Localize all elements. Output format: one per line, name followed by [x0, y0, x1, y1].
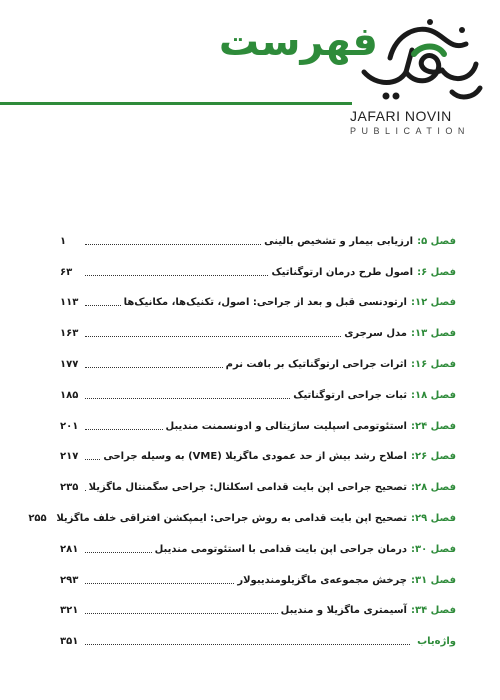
table-of-contents	[28, 226, 456, 657]
toc-entry[interactable]	[60, 257, 456, 288]
toc-entry[interactable]	[60, 565, 456, 596]
toc-entry-title: درمان جراحی اپن بایت قدامی با استئوتومی منديبل	[154, 543, 407, 555]
toc-entry[interactable]	[60, 318, 456, 349]
toc-dot-leader	[85, 336, 341, 337]
toc-page-number: ۳۵۱	[60, 636, 79, 648]
toc-dot-leader	[85, 490, 86, 491]
toc-entry[interactable]	[60, 288, 456, 319]
toc-dot-leader	[85, 613, 278, 614]
toc-chapter-label: فصل ۳۱:	[410, 574, 456, 586]
toc-entry[interactable]	[60, 596, 456, 627]
toc-page-number: ۲۳۵	[60, 482, 79, 494]
toc-dot-leader	[85, 459, 100, 460]
toc-entry-title: ثبات جراحی ارتوگناتیک	[293, 389, 407, 401]
toc-chapter-label: فصل ۲۶:	[410, 451, 456, 463]
toc-dot-leader	[85, 583, 234, 584]
header-rule	[0, 102, 352, 105]
toc-chapter-label: فصل ۱۲:	[410, 297, 456, 309]
toc-chapter-label: فصل ۲۴:	[410, 420, 456, 432]
toc-chapter-label: واژه‌یاب	[417, 636, 456, 648]
toc-entry-title: مدل سرجری	[344, 328, 407, 340]
toc-dot-leader	[85, 275, 268, 276]
toc-entry-title: ارزیابی بیمار و تشخیص بالینی	[264, 235, 414, 247]
toc-chapter-label: فصل ۳۰:	[410, 543, 456, 555]
toc-entry[interactable]	[60, 442, 456, 473]
toc-chapter-label: فصل ۲۹:	[410, 513, 456, 525]
toc-chapter-label: فصل ۱۳:	[410, 328, 456, 340]
toc-entry-title: اثرات جراحی ارتوگناتیک بر بافت نرم	[225, 359, 407, 371]
toc-entry-title: ارتودنسی قبل و بعد از جراحی: اصول، تکنیک‌ها، مکانیک‌ها	[123, 297, 407, 309]
toc-entry[interactable]	[60, 626, 456, 657]
toc-page-number: ۲۸۱	[60, 543, 79, 555]
toc-page-number: ۱۸۵	[60, 389, 79, 401]
toc-page-number: ۲۱۷	[60, 451, 79, 463]
toc-entry[interactable]	[60, 534, 456, 565]
toc-page-number: ۱۶۳	[60, 328, 79, 340]
toc-entry-title: اصلاح رشد بیش از حد عمودی ماگزیلا (VME) به وسیله جراحی	[103, 451, 407, 463]
toc-entry[interactable]	[60, 472, 456, 503]
toc-dot-leader	[85, 644, 410, 645]
toc-page-number: ۱۱۳	[60, 297, 79, 309]
toc-page-number: ۲۵۵	[28, 513, 47, 525]
toc-dot-leader	[85, 398, 290, 399]
toc-entry[interactable]	[60, 411, 456, 442]
page-title: فهرست	[218, 19, 378, 65]
toc-page-number: ۱	[60, 235, 67, 247]
toc-chapter-label: فصل ۱۸:	[410, 389, 456, 401]
toc-chapter-label: فصل ۱۶:	[410, 359, 456, 371]
toc-chapter-label: فصل ۵:	[417, 235, 456, 247]
toc-entry[interactable]	[60, 380, 456, 411]
toc-dot-leader	[85, 367, 223, 368]
toc-page-number: ۲۰۱	[60, 420, 79, 432]
toc-entry[interactable]	[28, 503, 456, 534]
toc-page-number: ۳۲۱	[60, 605, 79, 617]
publisher-logo-icon	[356, 14, 486, 104]
toc-chapter-label: فصل ۲۸:	[410, 482, 456, 494]
publisher-subtitle: PUBLICATION	[350, 126, 470, 136]
toc-dot-leader	[85, 429, 163, 430]
header	[0, 0, 500, 140]
toc-entry[interactable]	[60, 226, 456, 257]
toc-dot-leader	[85, 305, 121, 306]
toc-entry-title: آسیمتری ماگزیلا و منديبل	[280, 605, 407, 617]
toc-entry-title: تصحیح اپن بایت قدامی به روش جراحی: ایمپکشن افتراقی خلف ماگزیلا	[56, 513, 407, 525]
publisher-brand	[350, 108, 498, 136]
toc-entry-title: اصول طرح درمان ارتوگناتیک	[271, 266, 414, 278]
toc-page-number: ۶۳	[60, 266, 73, 278]
toc-chapter-label: فصل ۳۴:	[410, 605, 456, 617]
toc-page-number: ۱۷۷	[60, 359, 79, 371]
toc-dot-leader	[85, 552, 152, 553]
toc-entry[interactable]	[60, 349, 456, 380]
toc-dot-leader	[85, 244, 261, 245]
toc-entry-title: استئوتومی اسپلیت ساژیتالی و ادونسمنت منديبل	[165, 420, 407, 432]
toc-entry-title: تصحیح جراحی اپن بایت قدامی اسکلتال: جراحی سگمنتال ماگزیلا	[88, 482, 407, 494]
publisher-name: JAFARI NOVIN	[350, 108, 452, 124]
toc-chapter-label: فصل ۶:	[417, 266, 456, 278]
toc-page-number: ۲۹۳	[60, 574, 79, 586]
toc-entry-title: چرخش مجموعه‌ی ماگزیلومندیبولار	[237, 574, 407, 586]
